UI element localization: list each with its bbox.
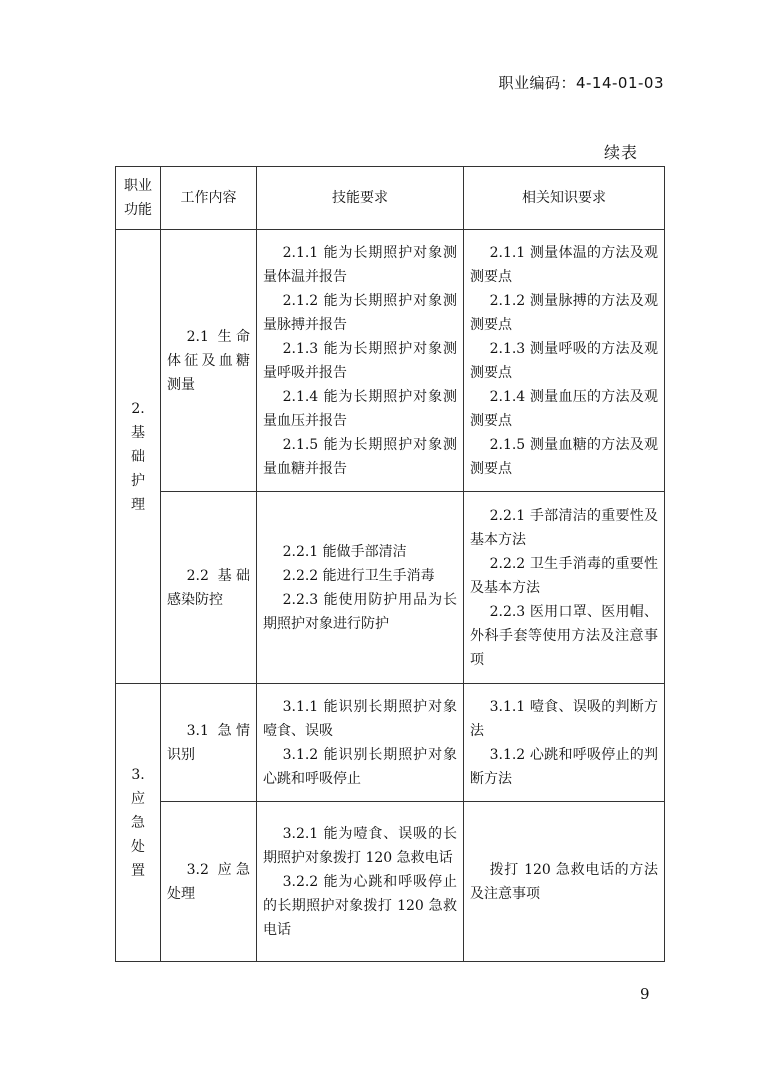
knowledge-item: 2.2.3 医用口罩、医用帽、外科手套等使用方法及注意事项 <box>470 603 658 668</box>
knowledge-item: 2.1.2 测量脉搏的方法及观测要点 <box>470 292 658 333</box>
knowledge-item: 3.1.2 心跳和呼吸停止的判断方法 <box>470 746 658 787</box>
knowledge-item: 3.1.1 噎食、误吸的判断方法 <box>470 698 658 739</box>
knowledge-item: 2.1.1 测量体温的方法及观测要点 <box>470 244 658 285</box>
skill-item: 3.2.1 能为噎食、误吸的长期照护对象拨打 120 急救电话 <box>263 825 457 866</box>
function-cell: 3. 应 急 处 置 <box>116 684 161 962</box>
table-row <box>116 230 665 492</box>
knowledge-item: 2.1.4 测量血压的方法及观测要点 <box>470 388 658 429</box>
knowledge-cell <box>464 684 665 802</box>
col-header-function: 职业 功能 <box>116 167 161 230</box>
skill-item: 2.1.3 能为长期照护对象测量呼吸并报告 <box>263 340 457 381</box>
table-row <box>116 802 665 962</box>
table-header-row <box>116 167 665 230</box>
table-row <box>116 492 665 684</box>
col-header-work: 工作内容 <box>161 167 257 230</box>
skills-cell <box>257 802 464 962</box>
knowledge-item: 拨打 120 急救电话的方法及注意事项 <box>470 861 658 902</box>
occupation-code: 职业编码：4-14-01-03 <box>498 74 664 92</box>
skills-cell <box>257 684 464 802</box>
work-content-cell: 2.2 基础感染防控 <box>161 492 257 684</box>
skills-cell <box>257 230 464 492</box>
knowledge-item: 2.1.5 测量血糖的方法及观测要点 <box>470 436 658 477</box>
work-content-cell: 3.1 急情识别 <box>161 684 257 802</box>
skill-item: 3.1.2 能识别长期照护对象心跳和呼吸停止 <box>263 746 457 787</box>
knowledge-cell <box>464 492 665 684</box>
skill-item: 2.1.1 能为长期照护对象测量体温并报告 <box>263 244 457 285</box>
col-header-knowledge: 相关知识要求 <box>464 167 665 230</box>
knowledge-cell <box>464 230 665 492</box>
knowledge-item: 2.2.1 手部清洁的重要性及基本方法 <box>470 507 658 548</box>
skill-item: 2.1.5 能为长期照护对象测量血糖并报告 <box>263 436 457 477</box>
table-row <box>116 684 665 802</box>
continued-label: 续表 <box>604 143 639 162</box>
skills-cell <box>257 492 464 684</box>
standards-table <box>115 166 665 962</box>
work-content-cell: 3.2 应急处理 <box>161 802 257 962</box>
skill-item: 3.2.2 能为心跳和呼吸停止的长期照护对象拨打 120 急救电话 <box>263 873 457 938</box>
skill-item: 3.1.1 能识别长期照护对象噎食、误吸 <box>263 698 457 739</box>
skill-item: 2.1.2 能为长期照护对象测量脉搏并报告 <box>263 292 457 333</box>
page-number: 9 <box>640 985 650 1003</box>
col-header-skills: 技能要求 <box>257 167 464 230</box>
work-content-cell: 2.1 生命体征及血糖测量 <box>161 230 257 492</box>
knowledge-item: 2.2.2 卫生手消毒的重要性及基本方法 <box>470 555 658 596</box>
skill-item: 2.2.2 能进行卫生手消毒 <box>282 567 435 584</box>
knowledge-cell <box>464 802 665 962</box>
knowledge-item: 2.1.3 测量呼吸的方法及观测要点 <box>470 340 658 381</box>
skill-item: 2.2.3 能使用防护用品为长期照护对象进行防护 <box>263 591 457 632</box>
skill-item: 2.2.1 能做手部清洁 <box>282 543 407 560</box>
function-cell: 2. 基 础 护 理 <box>116 230 161 684</box>
skill-item: 2.1.4 能为长期照护对象测量血压并报告 <box>263 388 457 429</box>
